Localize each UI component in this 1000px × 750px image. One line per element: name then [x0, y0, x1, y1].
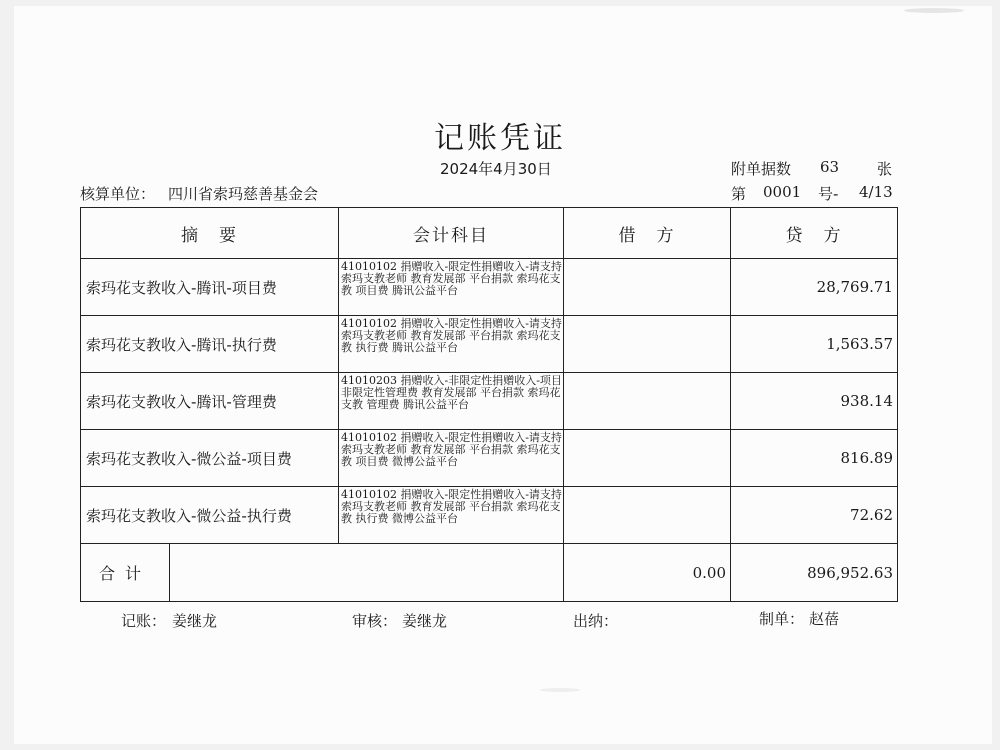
row-credit: 816.89: [731, 430, 898, 487]
unit-name: 四川省索玛慈善基金会: [168, 185, 319, 203]
table-row: [81, 487, 898, 544]
row-account: 41010102 捐赠收入-限定性捐赠收入-请支持索玛支教老师 教育发展部 平台捐款 索玛花支教 执行费 微博公益平台: [339, 487, 564, 544]
row-summary: 索玛花支教收入-腾讯-项目费: [81, 259, 339, 316]
attachments-count: 63: [820, 158, 840, 176]
row-account: 41010102 捐赠收入-限定性捐赠收入-请支持索玛支教老师 教育发展部 平台捐款 索玛花支教 项目费 微博公益平台: [339, 430, 564, 487]
reviewer-name: 姜继龙: [402, 612, 448, 630]
row-account: 41010203 捐赠收入-非限定性捐赠收入-项目非限定性管理费 教育发展部 平台捐款 索玛花支教 管理费 腾讯公益平台: [339, 373, 564, 430]
row-account: 41010102 捐赠收入-限定性捐赠收入-请支持索玛支教老师 教育发展部 平台捐款 索玛花支教 项目费 腾讯公益平台: [339, 259, 564, 316]
header-account: 会计科目: [339, 208, 564, 259]
voucher-number-prefix: 第: [731, 185, 747, 203]
header-summary: 摘 要: [81, 208, 339, 259]
preparer-name: 赵蓓: [809, 610, 840, 628]
voucher-page: 4/13: [859, 183, 893, 201]
voucher-number-suffix: 号-: [818, 185, 839, 203]
table-row: [81, 259, 898, 316]
cashier-label: 出纳：: [573, 612, 619, 630]
row-credit: 28,769.71: [731, 259, 898, 316]
voucher-date: 2024年4月30日: [440, 160, 552, 178]
table-row: [81, 373, 898, 430]
attachments-label: 附单据数: [731, 160, 792, 178]
row-debit: [564, 430, 731, 487]
table-row: [81, 430, 898, 487]
row-debit: [564, 373, 731, 430]
table-row: [81, 316, 898, 373]
row-credit: 72.62: [731, 487, 898, 544]
row-account: 41010102 捐赠收入-限定性捐赠收入-请支持索玛支教老师 教育发展部 平台捐款 索玛花支教 执行费 腾讯公益平台: [339, 316, 564, 373]
row-summary: 索玛花支教收入-腾讯-管理费: [81, 373, 339, 430]
row-summary: 索玛花支教收入-腾讯-执行费: [81, 316, 339, 373]
header-credit: 贷 方: [731, 208, 898, 259]
total-label-cell: [81, 544, 564, 602]
scan-artifact: [904, 8, 964, 13]
total-blank: [170, 544, 563, 601]
row-credit: 938.14: [731, 373, 898, 430]
total-row: [81, 544, 898, 602]
row-summary: 索玛花支教收入-微公益-项目费: [81, 430, 339, 487]
scan-artifact: [540, 688, 580, 692]
row-debit: [564, 259, 731, 316]
header-debit: 借 方: [564, 208, 731, 259]
bookkeeper-name: 姜继龙: [172, 612, 218, 630]
row-summary: 索玛花支教收入-微公益-执行费: [81, 487, 339, 544]
table-header-row: [81, 208, 898, 259]
row-credit: 1,563.57: [731, 316, 898, 373]
unit-label: 核算单位：: [80, 185, 156, 203]
reviewer-label: 审核：: [352, 612, 398, 630]
voucher-number: 0001: [763, 183, 802, 201]
attachments-unit: 张: [877, 160, 893, 178]
total-label: 合计: [81, 544, 170, 601]
total-debit: 0.00: [564, 544, 731, 602]
row-debit: [564, 316, 731, 373]
row-debit: [564, 487, 731, 544]
bookkeeper-label: 记账：: [121, 612, 167, 630]
voucher-table: [80, 207, 898, 602]
voucher-title: 记账凭证: [434, 121, 566, 156]
preparer-label: 制单：: [759, 610, 805, 628]
total-credit: 896,952.63: [731, 544, 898, 602]
